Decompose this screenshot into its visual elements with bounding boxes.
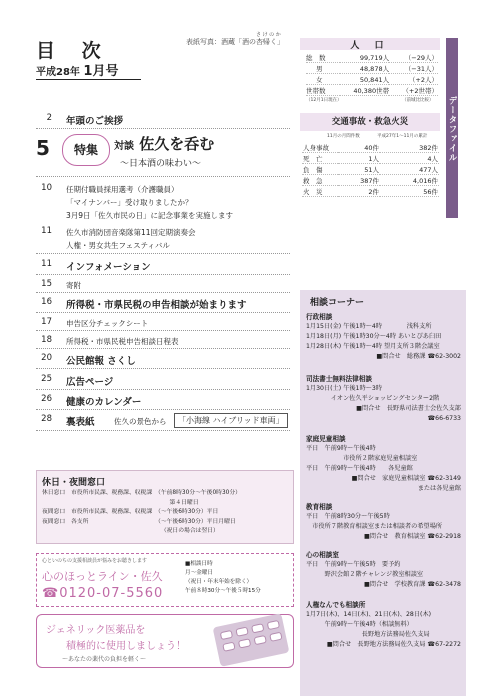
toc-divider [36, 274, 290, 275]
consult-heading: 行政相談 [306, 313, 333, 321]
toc-divider [36, 312, 290, 313]
special-badge: 特集 [62, 134, 110, 166]
table-row [306, 52, 438, 63]
toc-sub-line: 3月9日「佐久市民の日」に記念事業を実施します [66, 211, 234, 220]
pop-label: 女 [306, 74, 340, 85]
toc-divider [36, 330, 290, 331]
consult-tel: または各児童館 [417, 485, 461, 492]
pill-icon [222, 642, 235, 652]
acc-sub-total: 平成27年1〜11月の累計 [377, 134, 428, 139]
accidents-table [302, 142, 439, 197]
holiday-line: 第４日曜日 [42, 499, 199, 506]
consult-line: 野沢会館２階チャレンジ教室相談室 [306, 571, 424, 578]
acc-sub-month: 11月の月間件数 [327, 134, 360, 139]
acc-label: 救 急 [302, 175, 338, 186]
toc-page-number: 28 [41, 414, 52, 424]
consult-line: 市役所２階家庭児童相談室 [306, 455, 418, 462]
consult-line: 平日 午前8時30分〜午後5時 [306, 513, 390, 520]
pill-icon [238, 638, 251, 648]
toc-divider [36, 409, 290, 410]
toc-title: 広告ページ [66, 377, 114, 388]
toc-page-number: 11 [41, 259, 52, 269]
pop-compare-note: （前城比比較） [402, 98, 434, 103]
acc-month: 51人 [338, 164, 380, 175]
hotline-phone[interactable]: ☎0120-07-5560 [42, 586, 164, 601]
acc-label: 死 亡 [302, 153, 338, 164]
toc-boxed-title: 「小海線 ハイブリッド車両」 [174, 413, 288, 428]
acc-month: 2件 [338, 186, 380, 197]
issue-label [36, 60, 118, 79]
consult-heading: 心の相談室 [306, 551, 339, 559]
table-row [302, 142, 439, 153]
acc-month: 1人 [338, 153, 380, 164]
consult-contact: ■問合せ 長野県司法書士会佐久支部 [356, 405, 461, 412]
toc-sub-list [66, 183, 233, 222]
consult-line: イオン佐久平ショッピングセンター2階 [306, 395, 440, 402]
data-file-tab-label: データファイル [447, 96, 457, 163]
consult-line: 午前9時〜午後4時（相談無料） [306, 621, 413, 628]
pill-icon [269, 632, 282, 642]
special-title-prefix: 対談 [114, 141, 134, 152]
consult-corner-title: 相談コーナー [310, 298, 365, 308]
table-row [306, 74, 438, 85]
generic-line-2: 積極的に使用しましょう！ [66, 641, 186, 652]
consult-line: 1月18日(月) 午後1時30分〜4時 あいとぴあ臼田 [306, 333, 442, 340]
holiday-line: 夜間窓口 各支所 （〜午後6時30分）平日月曜日 [42, 518, 236, 525]
cover-photo-text: 表紙写真：酒蔵「酒の杏帰く」 [186, 38, 284, 46]
pop-value: 50,841人 [340, 74, 389, 85]
special-page-number: 5 [36, 136, 50, 160]
consult-line: 平日 午前9時〜午後4時 各児童館 [306, 465, 413, 472]
hotline-name: 心のほっとライン・佐久 [42, 570, 163, 583]
consult-block-heart [306, 550, 461, 590]
special-title-text: 佐久を呑む [139, 135, 215, 153]
consult-block-admin [306, 312, 461, 362]
toc-subtitle: 所得税・市県民税申告相談日程表 [66, 337, 179, 346]
consult-contact: ■問合せ 学校教育課 ☎62-3478 [363, 581, 461, 588]
table-row [302, 175, 439, 186]
page-title: 目 次 [36, 40, 111, 62]
toc-divider [36, 389, 290, 390]
pop-delta: （−29人） [389, 52, 438, 63]
issue-year: 平成28年 [36, 67, 80, 78]
consult-line: 市役所７階教育相談室または相談者の希望場所 [306, 523, 443, 530]
pill-icon [235, 627, 248, 637]
toc-title: 裏表紙 [66, 417, 95, 428]
accidents-title: 交通事故・救急火災 [300, 113, 440, 131]
pill-icon [251, 623, 264, 633]
toc-page-number: 17 [41, 317, 52, 327]
toc-page-number: 20 [41, 353, 52, 363]
toc-page-number: 25 [41, 374, 52, 384]
table-row [302, 186, 439, 197]
toc-page-number: 16 [41, 297, 52, 307]
acc-month: 387件 [338, 175, 380, 186]
issue-month: 1月号 [83, 64, 119, 79]
toc-page-number: 2 [46, 113, 52, 123]
toc-divider [36, 368, 290, 369]
consult-contact: ■問合せ 長野地方法務局佐久支局 ☎67-2272 [326, 641, 461, 648]
pill-icon [220, 630, 233, 640]
toc-subtitle: 寄附 [66, 281, 81, 290]
acc-total: 56件 [380, 186, 439, 197]
holiday-title: 休日・夜間窓口 [42, 478, 106, 488]
consult-block-education [306, 502, 461, 542]
consult-line: 1月7日(木)、14日(木)、21日(木)、28日(木) [306, 611, 432, 618]
acc-label: 人身事故 [302, 142, 338, 153]
toc-sub-line: 「マイナンバー」受け取りましたか？ [66, 198, 193, 207]
consult-line: 1月30日(土) 午後1時〜3時 [306, 385, 382, 392]
consult-line: 平日 午前9時〜午後5時 要予約 [306, 561, 401, 568]
hotline-note: 心といのちの支援相談員が悩みをお聴きします [42, 558, 148, 564]
pop-delta: （+2世帯） [389, 85, 438, 96]
acc-month: 40件 [338, 142, 380, 153]
toc-title: 健康のカレンダー [66, 397, 142, 408]
hotline-hours-line: （祝日・年末年始を除く） [185, 579, 253, 585]
consult-block-legal [306, 374, 461, 424]
pop-delta: （+2人） [389, 74, 438, 85]
special-title[interactable] [114, 133, 214, 154]
acc-total: 4人 [380, 153, 439, 164]
consult-line: 1月15日(金) 午後1時〜4時 浅科支所 [306, 323, 432, 330]
toc-divider [36, 128, 290, 129]
consult-tel: ☎66-6733 [427, 415, 461, 422]
consult-heading: 司法書士無料法律相談 [306, 375, 372, 383]
toc-subtitle: 申告区分チェックシート [66, 319, 149, 328]
pill-icon [254, 635, 267, 645]
consult-contact: ■問合せ 家庭児童相談室 ☎62-3149 [351, 475, 461, 482]
pop-date-note: （12月1日現在） [306, 98, 342, 103]
special-subtitle: 〜日本酒の味わい〜 [120, 159, 202, 169]
toc-page-number: 10 [41, 183, 52, 193]
toc-title: 年頭のご挨拶 [66, 116, 124, 127]
table-row [302, 164, 439, 175]
toc-divider [36, 430, 290, 431]
toc-divider [36, 176, 290, 177]
holiday-line: （祝日の場合は翌日） [42, 528, 219, 534]
hotline-hours-line: 月〜金曜日 [185, 570, 213, 576]
toc-divider [36, 348, 290, 349]
acc-label: 負 傷 [302, 164, 338, 175]
toc-title: インフォメーション [66, 262, 151, 273]
holiday-line: 休日窓口 市役所市民課、税務課、収税課 （午前8時30分〜午後0時30分） [42, 490, 241, 496]
toc-divider [36, 292, 290, 293]
consult-heading: 家庭児童相談 [306, 435, 346, 443]
hotline-hours-line: ■相談日時 [185, 561, 213, 567]
pop-value: 40,380世帯 [340, 85, 389, 96]
consult-heading: 人権なんでも相談所 [306, 601, 366, 609]
toc-title: 所得税・市県民税の申告相談が始まります [66, 300, 247, 311]
pop-value: 48,878人 [340, 63, 389, 74]
consult-line: 平日 午前9時〜午後4時 [306, 445, 376, 452]
toc-page-number: 18 [41, 335, 52, 345]
table-row [302, 153, 439, 164]
acc-label: 火 災 [302, 186, 338, 197]
table-row [306, 85, 438, 96]
acc-total: 382件 [380, 142, 439, 153]
pop-label: 男 [306, 63, 340, 74]
cover-photo-caption [186, 32, 284, 47]
pill-icon [267, 620, 280, 630]
toc-divider [36, 253, 290, 254]
toc-page-number: 26 [41, 394, 52, 404]
hotline-hours [185, 560, 261, 596]
consult-block-rights [306, 600, 461, 650]
cover-ruby: さ け の か [256, 32, 281, 38]
title-underline [36, 79, 141, 80]
population-table [306, 52, 438, 96]
consult-block-family [306, 434, 461, 494]
generic-line-1: ジェネリック医薬品を [46, 625, 146, 636]
pop-label: 世帯数 [306, 85, 340, 96]
toc-title: 公民館報 さくし [66, 356, 136, 367]
consult-heading: 教育相談 [306, 503, 333, 511]
holiday-lines [42, 489, 241, 537]
population-title: 人 口 [300, 38, 440, 50]
toc-page-number: 11 [41, 226, 52, 236]
toc-page-number: 15 [41, 279, 52, 289]
toc-extra: 佐久の景色から [114, 417, 167, 426]
pop-value: 99,719人 [340, 52, 389, 63]
consult-line: 1月28日(木) 午後1時〜4時 望月支所３階会議室 [306, 343, 440, 350]
hotline-hours-line: 午前８時30分〜午後５時15分 [185, 588, 261, 594]
toc-sub-list [66, 226, 196, 252]
table-row [306, 63, 438, 74]
generic-line-3: 〜あなたの薬代の負担を軽く〜 [62, 656, 147, 663]
consult-contact: ■問合せ 総務課 ☎62-3002 [376, 353, 461, 360]
acc-total: 4,016件 [380, 175, 439, 186]
toc-sub-line: 任期付職員採用選考（介護職員） [66, 185, 179, 194]
toc-sub-line: 人権・男女共生フェスティバル [66, 241, 170, 250]
holiday-line: 夜間窓口 市役所市民課、税務課、収税課 （〜午後6時30分）平日 [42, 509, 219, 515]
toc-sub-line: 佐久市消防団音楽隊第11回定期演奏会 [66, 228, 196, 237]
consult-contact: ■問合せ 教育相談室 ☎62-2918 [363, 533, 461, 540]
consult-line: 長野地方法務局佐久支局 [306, 631, 430, 638]
pop-label: 総 数 [306, 52, 340, 63]
acc-total: 477人 [380, 164, 439, 175]
pop-delta: （−31人） [389, 63, 438, 74]
